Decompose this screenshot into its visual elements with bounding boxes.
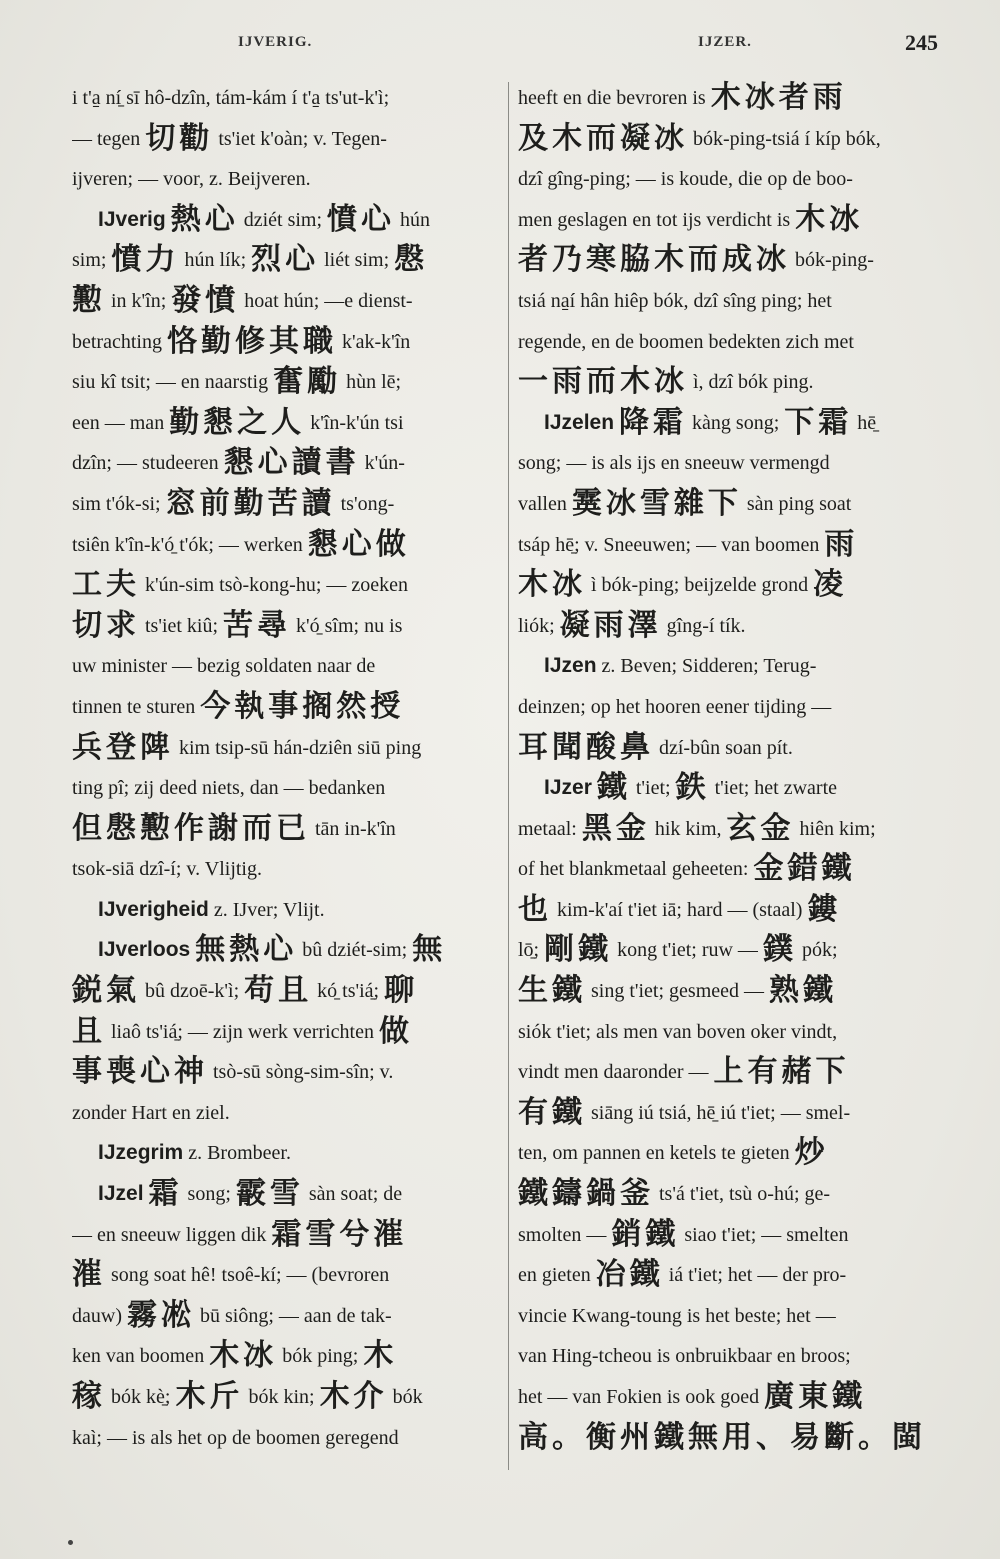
chinese-characters: 苟且 <box>244 974 313 1008</box>
text-line: 生鐵 sing t'iet; gesmeed — 熟鐵 <box>518 974 838 1008</box>
text-line: 兵登陴 kim tsip-sū hán-dziên siū ping <box>72 730 422 764</box>
headword: IJzelen <box>544 410 615 434</box>
chinese-characters: 木冰者雨 <box>710 81 847 114</box>
chinese-characters: 勤懇之人 <box>169 405 306 439</box>
text-line: 且 liaô ts'iá̱; — zijn werk verrichten 做 <box>72 1014 413 1048</box>
chinese-characters: 苦尋 <box>223 608 292 642</box>
chinese-characters: 鐵鑄鍋釜 <box>518 1177 654 1211</box>
chinese-characters: 黑金 <box>581 811 650 845</box>
text-line: een — man 勤懇之人 k'în-k'ún tsi <box>72 405 404 439</box>
text-line: tsok-siā dzî-í; v. Vlijtig. <box>72 858 262 881</box>
chinese-characters: 窓前勤苦讀 <box>165 486 336 520</box>
chinese-characters: 工夫 <box>72 568 140 602</box>
chinese-characters: 奮勵 <box>273 365 342 399</box>
chinese-characters: 懇心做 <box>307 527 410 561</box>
chinese-characters: 恪勤修其職 <box>166 324 337 358</box>
chinese-characters: 懃 <box>72 283 106 317</box>
chinese-characters: 冶鐵 <box>595 1258 664 1292</box>
chinese-characters: 憤心 <box>327 202 396 236</box>
text-line: metaal: 黑金 hik kim, 玄金 hiên kim; <box>518 811 876 845</box>
chinese-characters: 廣東鐵 <box>764 1380 867 1413</box>
chinese-characters: 雨 <box>824 527 859 561</box>
text-line: kaì; — is als het op de boomen geregend <box>72 1426 399 1449</box>
headword: IJverloos <box>98 938 191 962</box>
chinese-characters: 做 <box>378 1014 413 1048</box>
chinese-characters: 漼 <box>72 1258 106 1292</box>
chinese-characters: 今執事搁然授 <box>200 689 405 723</box>
chinese-characters: 鋭氣 <box>72 974 140 1008</box>
chinese-characters: 高。衡州鐵無用、易斷。閩 <box>518 1420 926 1454</box>
chinese-characters: 慇 <box>394 243 429 277</box>
text-line: IJzer 鐵 t'iet; 鉄 t'iet; het zwarte <box>544 771 838 805</box>
text-line: van Hing-tcheou is onbruikbaar en broos; <box>518 1345 851 1368</box>
text-line: — tegen 切勸 ts'iet k'oàn; v. Tegen- <box>72 121 387 155</box>
text-line: 切求 ts'iet kiû; 苦尋 k'ó̱ sîm; nu is <box>72 608 403 642</box>
page-number: 245 <box>905 30 938 55</box>
chinese-characters: 降霜 <box>619 405 688 439</box>
chinese-characters: 兵登陴 <box>72 730 174 764</box>
text-line: en gieten 冶鐵 iá t'iet; het — der pro- <box>518 1258 847 1292</box>
text-line: 稼 bók kè̱; 木斤 bók kin; 木介 bók <box>72 1380 423 1413</box>
chinese-characters: 耳聞酸鼻 <box>518 730 654 764</box>
text-line: 鋭氣 bû dzoē-k'ì; 苟且 kó̱ ts'iá̱; 聊 <box>72 974 419 1008</box>
ink-speck <box>68 1540 73 1545</box>
headword: IJverigheid <box>98 897 209 921</box>
text-line: IJzegrim z. Brombeer. <box>98 1141 291 1165</box>
chinese-characters: 木 <box>363 1339 398 1373</box>
column-divider <box>508 82 509 1470</box>
chinese-characters: 銷鐵 <box>611 1217 680 1251</box>
chinese-characters: 無 <box>412 933 447 967</box>
chinese-characters: 也 <box>518 892 552 926</box>
text-line: IJverloos 無熱心 bû dziét-sim; 無 <box>98 933 447 967</box>
chinese-characters: 木介 <box>319 1380 388 1413</box>
text-line: 者乃寒脇木而成冰 bók-ping- <box>518 243 874 277</box>
headword: IJzegrim <box>98 1141 184 1165</box>
headword: IJzen <box>544 654 597 678</box>
chinese-characters: 鐵 <box>596 771 631 805</box>
chinese-characters: 鏷 <box>762 933 797 967</box>
headword: IJverig <box>98 207 166 231</box>
chinese-characters: 霜 <box>148 1177 183 1211</box>
chinese-characters: 一雨而木冰 <box>518 365 688 399</box>
chinese-characters: 霧凇 <box>126 1298 195 1332</box>
chinese-characters: 憤力 <box>111 243 180 277</box>
chinese-characters: 懇心讀書 <box>223 446 360 480</box>
text-line: men geslagen en tot ijs verdicht is 木冰 <box>518 202 864 236</box>
text-line: 耳聞酸鼻 dzí-bûn soan pít. <box>518 730 793 764</box>
chinese-characters: 稼 <box>72 1380 106 1413</box>
text-line: tinnen te sturen 今執事搁然授 <box>72 689 405 723</box>
text-line: ken van boomen 木冰 bók ping; 木 <box>72 1339 398 1373</box>
text-line: heeft en die bevroren is 木冰者雨 <box>518 81 847 114</box>
text-line: 木冰 ì bók-ping; beijzelde grond 凌 <box>518 568 848 602</box>
text-line: 有鐵 siāng iú tsiá, hē̱ iú t'iet; — smel- <box>518 1095 851 1129</box>
chinese-characters: 剛鐵 <box>544 933 613 967</box>
text-line: 鐵鑄鍋釜 ts'á t'iet, tsù o-hú; ge- <box>518 1177 831 1211</box>
chinese-characters: 木冰 <box>518 568 586 602</box>
chinese-characters: 鉄 <box>675 771 710 805</box>
chinese-characters: 霜雪兮漼 <box>271 1217 408 1251</box>
text-line: tsáp hē̱; v. Sneeuwen; — van boomen 雨 <box>518 527 859 561</box>
text-line: het — van Fokien is ook goed 廣東鐵 <box>518 1380 867 1413</box>
text-line: tsiá na̱í hân hiêp bók, dzî sîng ping; het <box>518 289 832 312</box>
chinese-characters: 凌 <box>813 568 848 602</box>
chinese-characters: 金錯鐵 <box>753 852 856 886</box>
text-line: 及木而凝冰 bók-ping-tsiá í kíp bók, <box>518 121 881 155</box>
text-line: ijveren; — voor, z. Beijveren. <box>72 168 311 191</box>
text-line: 工夫 k'ún-sim tsò-kong-hu; — zoeken <box>72 568 409 602</box>
text-line: dzîn; — studeeren 懇心讀書 k'ún- <box>72 446 405 480</box>
text-line: IJverig 熱心 dziét sim; 憤心 hún <box>98 202 431 236</box>
text-line: sim; 憤力 hún lík; 烈心 liét sim; 慇 <box>72 243 429 277</box>
text-line: dzî gîng-ping; — is koude, die op de boo- <box>518 168 853 191</box>
text-line: ting pî; zij deed niets, dan — bedanken <box>72 777 386 800</box>
text-line: song; — is als ijs en sneeuw vermengd <box>518 452 830 475</box>
left-column <box>72 78 504 1458</box>
text-line: 懃 in k'în; 發憤 hoat hún; —e dienst- <box>72 283 413 317</box>
text-line: betrachting 恪勤修其職 k'ak-k'în <box>72 324 411 358</box>
text-line: ten, om pannen en ketels te gieten 炒 <box>518 1136 829 1170</box>
chinese-characters: 木斤 <box>175 1380 244 1413</box>
text-line: 事喪心神 tsò-sū sòng-sim-sîn; v. <box>72 1055 394 1089</box>
text-line: IJzen z. Beven; Sidderen; Terug- <box>544 654 817 678</box>
text-line: regende, en de boomen bedekten zich met <box>518 330 854 353</box>
text-line: 一雨而木冰 ì, dzî bók ping. <box>518 365 814 399</box>
chinese-characters: 霰雪 <box>235 1177 304 1211</box>
right-column <box>518 78 943 1458</box>
chinese-characters: 及木而凝冰 <box>518 121 688 155</box>
chinese-characters: 切勸 <box>145 121 214 155</box>
chinese-characters: 熟鐵 <box>769 974 838 1008</box>
chinese-characters: 炒 <box>794 1136 829 1170</box>
chinese-characters: 木冰 <box>209 1339 278 1373</box>
headword: IJzel <box>98 1182 144 1206</box>
text-line: vindt men daaronder — 上有赭下 <box>518 1055 850 1089</box>
text-line: smolten — 銷鐵 siao t'iet; — smelten <box>518 1217 849 1251</box>
text-line: 漼 song soat hê! tsoê-kí; — (bevroren <box>72 1258 390 1292</box>
text-line: deinzen; op het hooren eener tijding — <box>518 695 832 718</box>
headword: IJzer <box>544 776 592 800</box>
chinese-characters: 上有赭下 <box>713 1055 850 1089</box>
running-head-left: IJVERIG. <box>238 34 313 50</box>
text-line <box>518 1418 943 1459</box>
chinese-characters: 者乃寒脇木而成冰 <box>518 243 790 277</box>
chinese-characters: 有鐵 <box>518 1095 586 1129</box>
chinese-characters: 切求 <box>72 608 140 642</box>
chinese-characters: 發憤 <box>171 283 240 317</box>
text-line: vincie Kwang-toung is het beste; het — <box>518 1304 836 1327</box>
text-line: siók t'iet; als men van boven oker vindt, <box>518 1020 838 1043</box>
text-line: IJverigheid z. IJver; Vlijt. <box>98 897 325 921</box>
chinese-characters: 下霜 <box>784 405 853 439</box>
text-line: siu kî tsit; — en naarstig 奮勵 hùn lē; <box>72 365 402 399</box>
text-line: vallen 霙冰雪雜下 sàn ping soat <box>518 486 852 520</box>
text-line: liók; 凝雨澤 gîng-í tík. <box>518 608 746 642</box>
chinese-characters: 霙冰雪雜下 <box>571 486 742 520</box>
chinese-characters: 凝雨澤 <box>559 608 662 642</box>
chinese-characters: 烈心 <box>251 243 320 277</box>
text-line: 也 kim-k'aí t'iet iā; hard — (staal) 鏤 <box>518 892 842 926</box>
chinese-characters: 生鐵 <box>518 974 586 1008</box>
text-line: dauw) 霧凇 bū siông; — aan de tak- <box>72 1298 392 1332</box>
chinese-characters: 無熱心 <box>195 933 298 967</box>
text-line: — en sneeuw liggen dik 霜雪兮漼 <box>72 1217 408 1251</box>
text-line: lō̱; 剛鐵 kong t'iet; ruw — 鏷 pók; <box>518 933 838 967</box>
text-line: sim t'ók-si; 窓前勤苦讀 ts'ong- <box>72 486 395 520</box>
text-line: uw minister — bezig soldaten naar de <box>72 655 376 678</box>
running-head-right: IJZER. <box>698 34 752 50</box>
chinese-characters: 且 <box>72 1014 106 1048</box>
text-line: tsiên k'în-k'ó̱ t'ók; — werken 懇心做 <box>72 527 410 561</box>
chinese-characters: 熱心 <box>170 202 239 236</box>
text-line: IJzel 霜 song; 霰雪 sàn soat; de <box>98 1177 403 1211</box>
chinese-characters: 聊 <box>384 974 419 1008</box>
chinese-characters: 玄金 <box>726 811 795 845</box>
text-line: zonder Hart en ziel. <box>72 1101 230 1124</box>
text-line: IJzelen 降霜 kàng song; 下霜 hē̱ <box>544 405 877 439</box>
text-line: i t'a̱ ní̱ sī hô-dzîn, tám-kám í t'a̱ ts'ut-k'ì; <box>72 87 390 109</box>
chinese-characters: 事喪心神 <box>72 1055 208 1089</box>
text-line: 但慇懃作謝而已 tān in-k'în <box>72 811 396 845</box>
chinese-characters: 但慇懃作謝而已 <box>72 811 310 845</box>
text-line: of het blankmetaal geheeten: 金錯鐵 <box>518 852 856 886</box>
chinese-characters: 鏤 <box>807 892 842 926</box>
chinese-characters: 木冰 <box>795 202 864 236</box>
